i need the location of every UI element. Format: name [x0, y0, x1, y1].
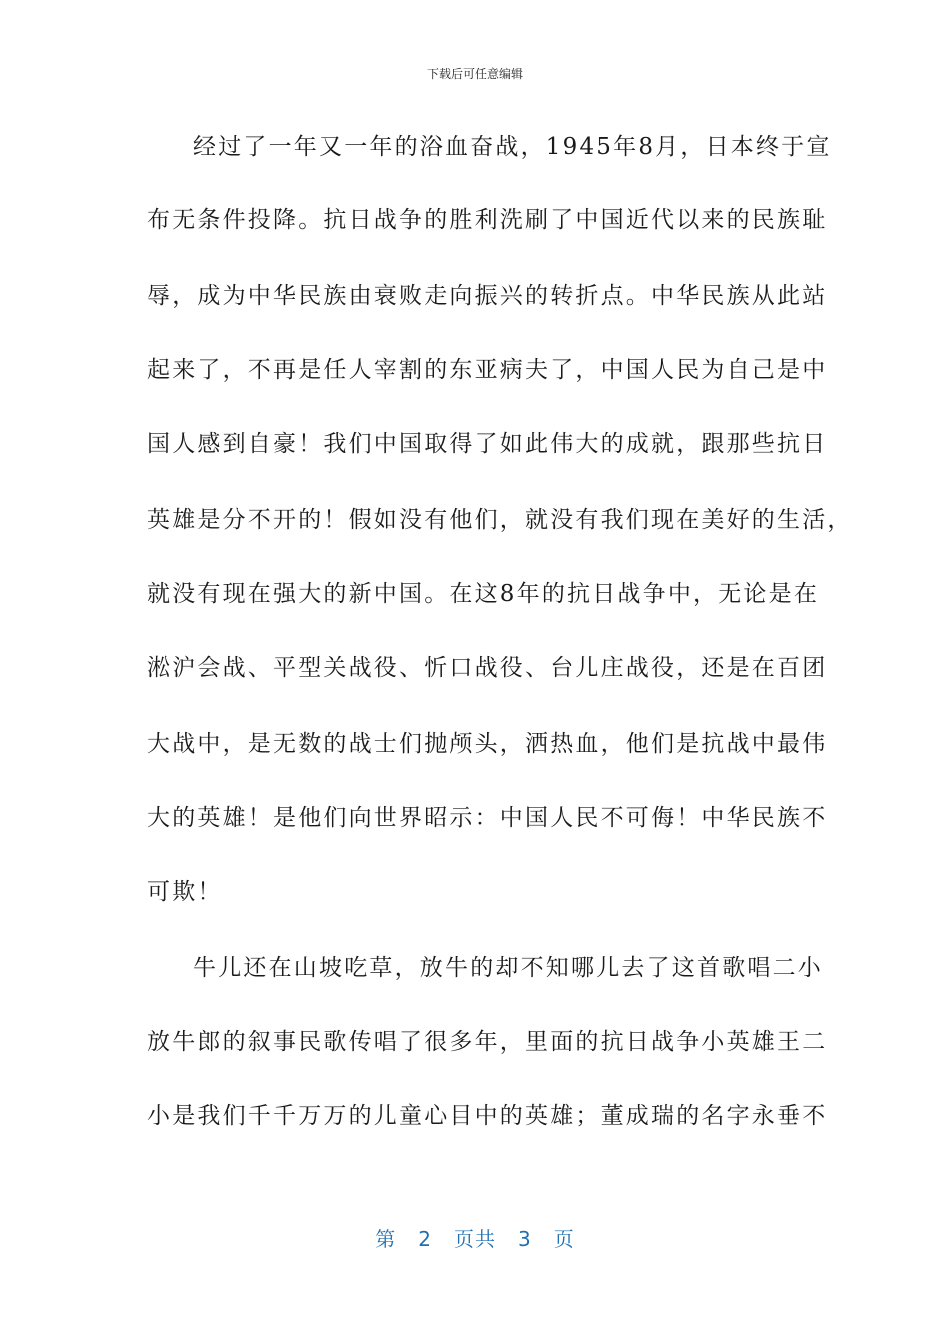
paragraph-line: 起来了，不再是任人宰割的东亚病夫了，中国人民为自己是中 [147, 357, 828, 383]
page-label-prefix: 第 [375, 1227, 397, 1251]
paragraph-line: 国人感到自豪！我们中国取得了如此伟大的成就，跟那些抗日 [147, 431, 828, 457]
paragraph-line: 就没有现在强大的新中国。在这8年的抗日战争中，无论是在 [147, 581, 820, 607]
paragraph-line: 经过了一年又一年的浴血奋战，1945年8月，日本终于宣 [193, 134, 832, 160]
paragraph-line: 放牛郎的叙事民歌传唱了很多年，里面的抗日战争小英雄王二 [147, 1029, 828, 1055]
paragraph-line: 牛儿还在山坡吃草，放牛的却不知哪儿去了这首歌唱二小 [193, 955, 823, 981]
current-page-number: 2 [418, 1227, 432, 1251]
paragraph-line: 小是我们千千万万的儿童心目中的英雄；董成瑞的名字永垂不 [147, 1103, 828, 1129]
total-pages-number: 3 [518, 1227, 532, 1251]
paragraph-line: 可欺！ [147, 879, 223, 905]
paragraph-line: 辱，成为中华民族由衰败走向振兴的转折点。中华民族从此站 [147, 283, 828, 309]
paragraph-line: 大战中，是无数的战士们抛颅头，洒热血，他们是抗战中最伟 [147, 731, 828, 757]
paragraph-line: 布无条件投降。抗日战争的胜利洗刷了中国近代以来的民族耻 [147, 207, 828, 233]
page-label-mid: 页共 [454, 1227, 496, 1251]
page-label-suffix: 页 [553, 1227, 575, 1251]
paragraph-line: 英雄是分不开的！假如没有他们，就没有我们现在美好的生活， [147, 507, 853, 533]
paragraph-line: 淞沪会战、平型关战役、忻口战役、台儿庄战役，还是在百团 [147, 655, 828, 681]
paragraph-line: 大的英雄！是他们向世界昭示：中国人民不可侮！中华民族不 [147, 805, 828, 831]
page-footer [0, 1226, 950, 1252]
page-header: 下载后可任意编辑 [426, 67, 523, 81]
